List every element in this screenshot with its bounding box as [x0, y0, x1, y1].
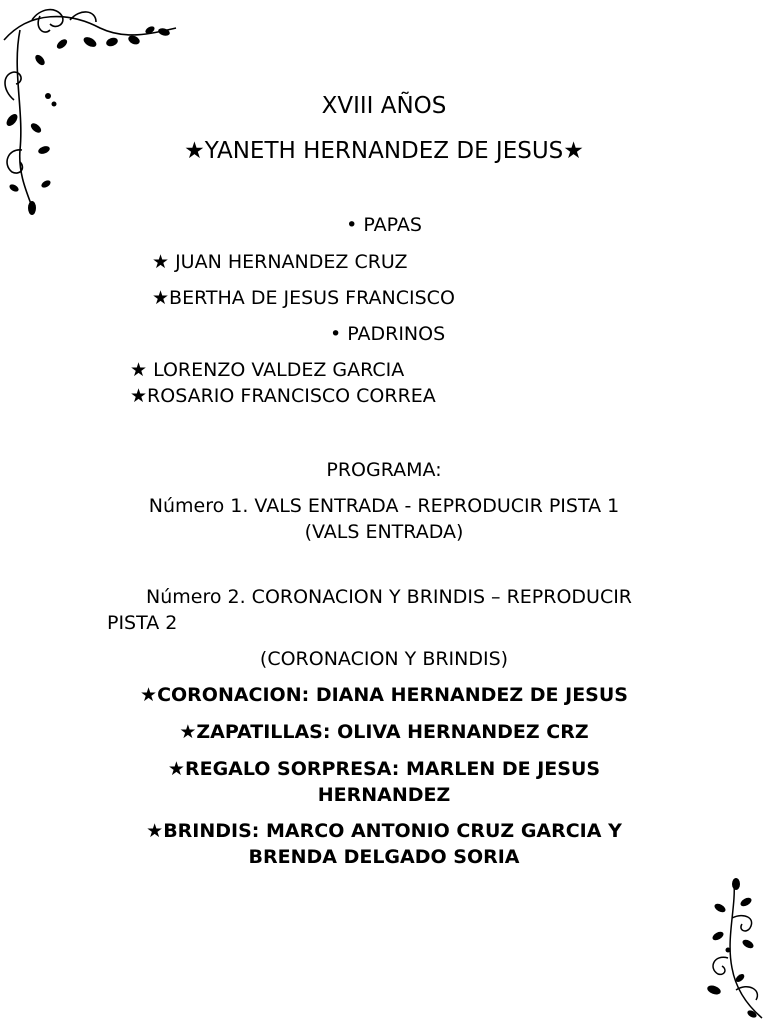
papa-name: ★ JUAN HERNANDEZ CRUZ — [152, 251, 408, 273]
zapatillas-role: ★ZAPATILLAS: OLIVA HERNANDEZ CRZ — [179, 721, 589, 743]
regalo-role-line-1: ★REGALO SORPRESA: MARLEN DE JESUS — [167, 758, 601, 780]
floral-corner-bottom-right-ornament — [700, 878, 768, 1024]
mama-name: ★BERTHA DE JESUS FRANCISCO — [152, 287, 455, 309]
document-title: XVIII AÑOS — [321, 93, 447, 119]
programa-item-2-line-3: (CORONACION Y BRINDIS) — [259, 648, 509, 670]
papas-heading: • PAPAS — [346, 214, 422, 236]
brindis-role-line-2: BRENDA DELGADO SORIA — [248, 846, 520, 868]
programa-item-1-line-1: Número 1. VALS ENTRADA - REPRODUCIR PISTA 1 — [148, 495, 620, 517]
programa-heading: PROGRAMA: — [326, 459, 442, 481]
brindis-role-line-1: ★BRINDIS: MARCO ANTONIO CRUZ GARCIA Y — [146, 820, 622, 842]
programa-item-2-line-1: Número 2. CORONACION Y BRINDIS – REPRODUCIR — [146, 586, 633, 608]
programa-item-1-line-2: (VALS ENTRADA) — [304, 521, 464, 543]
programa-item-2-line-2: PISTA 2 — [107, 612, 178, 634]
madrina-name: ★ROSARIO FRANCISCO CORREA — [130, 385, 436, 407]
regalo-role-line-2: HERNANDEZ — [317, 784, 451, 806]
padrino-name: ★ LORENZO VALDEZ GARCIA — [130, 359, 405, 381]
celebrant-name: ★YANETH HERNANDEZ DE JESUS★ — [184, 138, 584, 164]
coronacion-role: ★CORONACION: DIANA HERNANDEZ DE JESUS — [140, 684, 628, 706]
padrinos-heading: • PADRINOS — [330, 323, 446, 345]
